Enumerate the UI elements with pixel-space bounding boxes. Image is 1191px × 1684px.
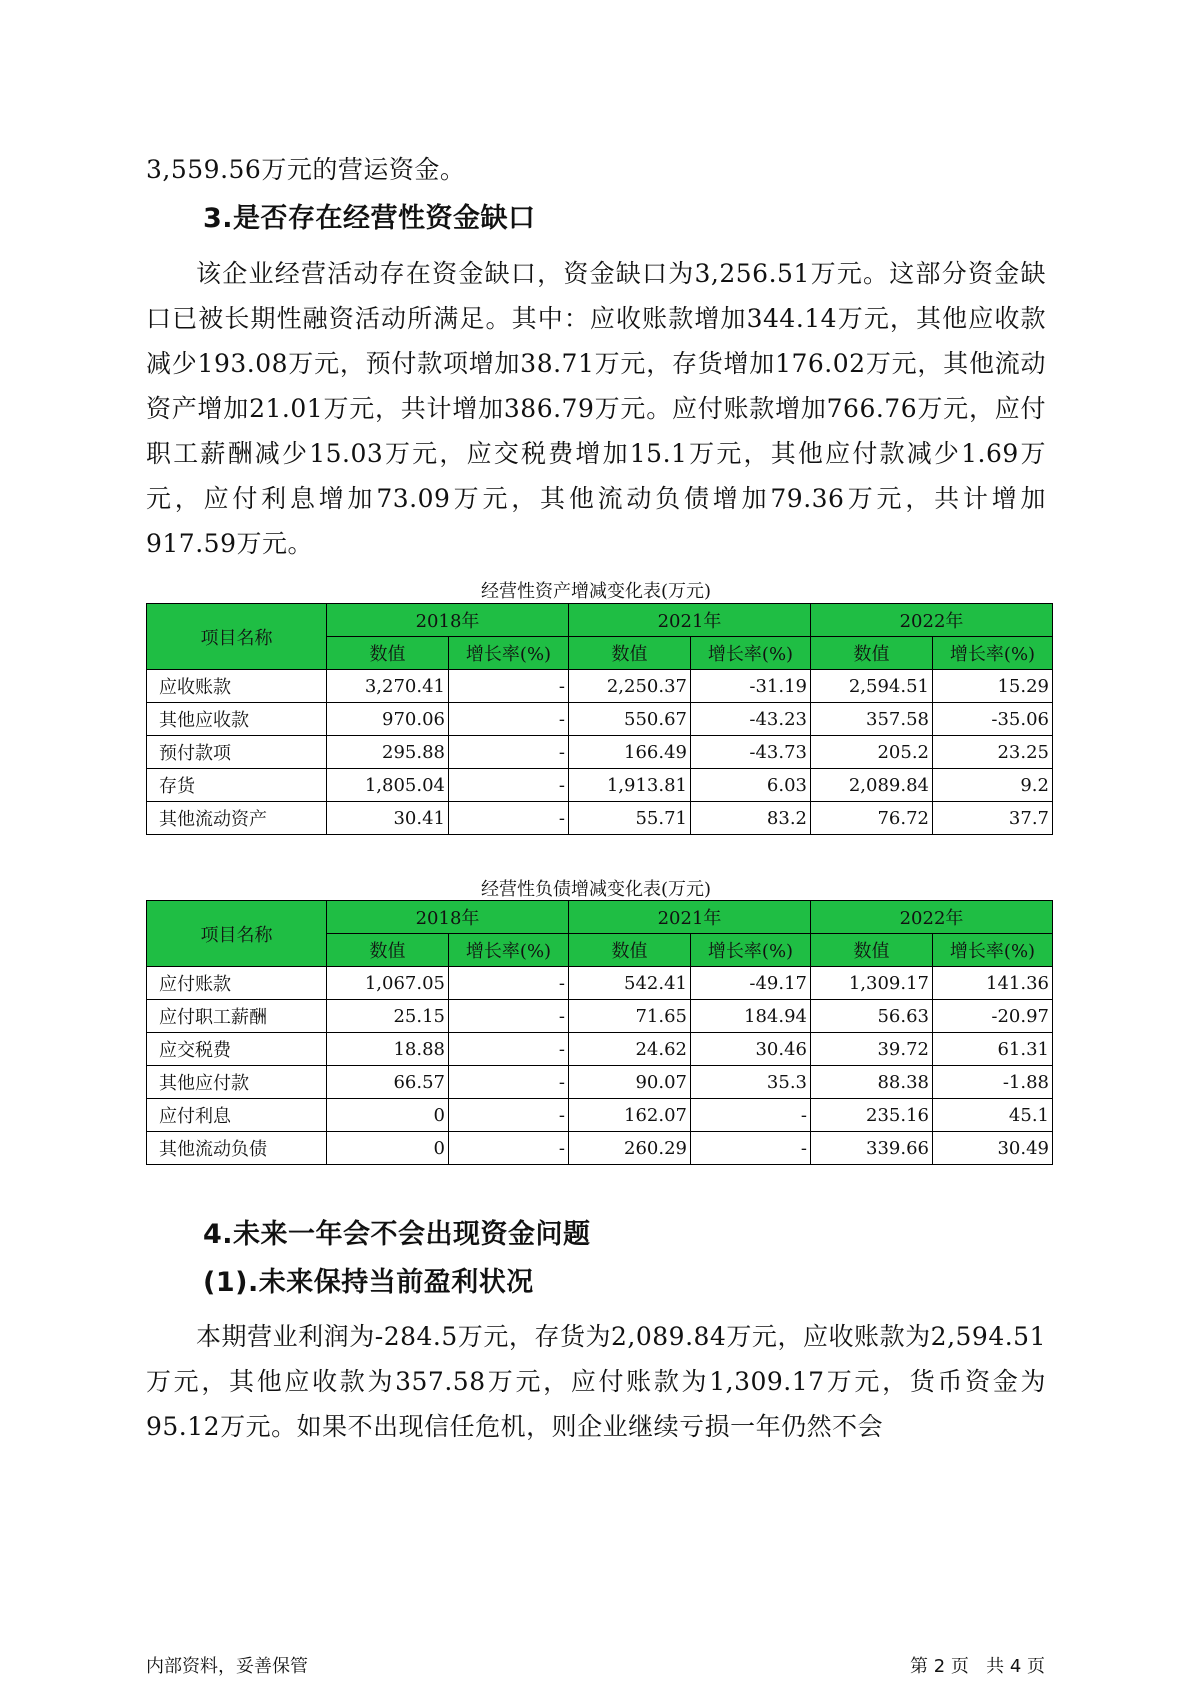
rate-cell: - — [449, 802, 569, 835]
value-cell: 25.15 — [327, 1000, 449, 1033]
value-cell: 162.07 — [569, 1099, 691, 1132]
value-cell: 18.88 — [327, 1033, 449, 1066]
value-subheader: 数值 — [811, 934, 933, 967]
row-name: 其他应收款 — [147, 703, 327, 736]
row-name: 其他流动负债 — [147, 1132, 327, 1165]
rate-subheader: 增长率(%) — [449, 934, 569, 967]
liabilities-table — [146, 900, 1053, 1165]
rate-cell: -49.17 — [691, 967, 811, 1000]
year-header: 2022年 — [811, 604, 1053, 637]
page-number: 第 2 页 共 4 页 — [910, 1656, 1045, 1677]
row-name: 应付职工薪酬 — [147, 1000, 327, 1033]
liabilities-table-caption: 经营性负债增减变化表(万元) — [480, 879, 712, 900]
value-cell: 90.07 — [569, 1066, 691, 1099]
rate-cell: - — [449, 1066, 569, 1099]
rate-cell: 23.25 — [933, 736, 1053, 769]
assets-table-caption: 经营性资产增减变化表(万元) — [480, 581, 712, 602]
table-row — [147, 1066, 1053, 1099]
value-cell: 260.29 — [569, 1132, 691, 1165]
value-cell: 3,270.41 — [327, 670, 449, 703]
assets-table — [146, 603, 1053, 835]
row-name: 应付利息 — [147, 1099, 327, 1132]
value-subheader: 数值 — [811, 637, 933, 670]
table-row — [147, 802, 1053, 835]
section3-heading: 3.是否存在经营性资金缺口 — [203, 203, 536, 234]
table-row — [147, 1132, 1053, 1165]
rate-subheader: 增长率(%) — [449, 637, 569, 670]
section4-paragraph: 本期营业利润为-284.5万元，存货为2,089.84万元，应收账款为2,594.51万元，其他应收款为357.58万元，应付账款为1,309.17万元，货币资金为95.12万元。如果不出现信任危机，则企业继续亏损一年仍然不会 — [146, 1322, 1046, 1441]
table-row — [147, 1000, 1053, 1033]
rate-cell: -20.97 — [933, 1000, 1053, 1033]
value-cell: 2,594.51 — [811, 670, 933, 703]
continued-paragraph — [146, 147, 1046, 192]
row-name: 存货 — [147, 769, 327, 802]
rate-cell: - — [449, 1000, 569, 1033]
value-cell: 0 — [327, 1099, 449, 1132]
value-cell: 970.06 — [327, 703, 449, 736]
rate-cell: 141.36 — [933, 967, 1053, 1000]
rate-cell: 6.03 — [691, 769, 811, 802]
section4-body — [146, 1314, 1046, 1449]
value-cell: 30.41 — [327, 802, 449, 835]
value-subheader: 数值 — [569, 637, 691, 670]
rate-cell: 35.3 — [691, 1066, 811, 1099]
value-cell: 205.2 — [811, 736, 933, 769]
rate-subheader: 增长率(%) — [933, 637, 1053, 670]
value-cell: 1,805.04 — [327, 769, 449, 802]
year-header: 2021年 — [569, 901, 811, 934]
rate-cell: - — [449, 670, 569, 703]
footer-left: 内部资料，妥善保管 — [146, 1656, 308, 1677]
rate-cell: - — [449, 967, 569, 1000]
row-name: 其他应付款 — [147, 1066, 327, 1099]
row-name: 应交税费 — [147, 1033, 327, 1066]
rate-cell: - — [449, 736, 569, 769]
rate-cell: 184.94 — [691, 1000, 811, 1033]
value-cell: 1,309.17 — [811, 967, 933, 1000]
table-row — [147, 670, 1053, 703]
table-row — [147, 736, 1053, 769]
value-cell: 339.66 — [811, 1132, 933, 1165]
value-cell: 166.49 — [569, 736, 691, 769]
value-cell: 1,067.05 — [327, 967, 449, 1000]
value-cell: 71.65 — [569, 1000, 691, 1033]
section4-subheading: (1).未来保持当前盈利状况 — [203, 1267, 534, 1298]
rate-cell: -31.19 — [691, 670, 811, 703]
rate-cell: -43.23 — [691, 703, 811, 736]
value-cell: 66.57 — [327, 1066, 449, 1099]
row-name: 应收账款 — [147, 670, 327, 703]
value-cell: 1,913.81 — [569, 769, 691, 802]
rate-cell: - — [449, 1099, 569, 1132]
rate-cell: 9.2 — [933, 769, 1053, 802]
rate-cell: 15.29 — [933, 670, 1053, 703]
section3-body — [146, 251, 1046, 566]
value-subheader: 数值 — [327, 637, 449, 670]
rate-cell: 45.1 — [933, 1099, 1053, 1132]
value-cell: 76.72 — [811, 802, 933, 835]
rate-cell: -43.73 — [691, 736, 811, 769]
row-name: 其他流动资产 — [147, 802, 327, 835]
row-name: 应付账款 — [147, 967, 327, 1000]
value-cell: 550.67 — [569, 703, 691, 736]
section4-heading: 4.未来一年会不会出现资金问题 — [203, 1219, 591, 1250]
table-row — [147, 967, 1053, 1000]
rate-cell: - — [691, 1132, 811, 1165]
rate-cell: - — [449, 1033, 569, 1066]
value-cell: 235.16 — [811, 1099, 933, 1132]
rate-cell: 30.49 — [933, 1132, 1053, 1165]
rate-cell: 37.7 — [933, 802, 1053, 835]
table-row — [147, 769, 1053, 802]
value-cell: 88.38 — [811, 1066, 933, 1099]
table-row — [147, 703, 1053, 736]
value-cell: 39.72 — [811, 1033, 933, 1066]
value-cell: 357.58 — [811, 703, 933, 736]
rate-cell: 30.46 — [691, 1033, 811, 1066]
value-cell: 24.62 — [569, 1033, 691, 1066]
value-subheader: 数值 — [569, 934, 691, 967]
section3-paragraph: 该企业经营活动存在资金缺口，资金缺口为3,256.51万元。这部分资金缺口已被长期性融资活动所满足。其中：应收账款增加344.14万元，其他应收款减少193.08万元，预付款项增加38.71万元，存货增加176.02万元，其他流动资产增加21.01万元，共计增加386.79万元。应付账款增加766.76万元，应付职工薪酬减少15.03万元，应交税费增加15.1万元，其他应付款减少1.69万元，应付利息增加73.09万元，其他流动负债增加79.36万元，共计增加917.59万元。 — [146, 259, 1046, 558]
rate-subheader: 增长率(%) — [691, 637, 811, 670]
rate-cell: - — [691, 1099, 811, 1132]
row-name: 预付款项 — [147, 736, 327, 769]
rate-subheader: 增长率(%) — [933, 934, 1053, 967]
rate-cell: -35.06 — [933, 703, 1053, 736]
value-cell: 542.41 — [569, 967, 691, 1000]
value-cell: 295.88 — [327, 736, 449, 769]
value-cell: 0 — [327, 1132, 449, 1165]
year-header: 2018年 — [327, 604, 569, 637]
rate-subheader: 增长率(%) — [691, 934, 811, 967]
rate-cell: - — [449, 703, 569, 736]
top-line: 3,559.56万元的营运资金。 — [146, 155, 466, 184]
rate-cell: - — [449, 769, 569, 802]
value-cell: 56.63 — [811, 1000, 933, 1033]
rate-cell: -1.88 — [933, 1066, 1053, 1099]
year-header: 2021年 — [569, 604, 811, 637]
name-header: 项目名称 — [147, 604, 327, 670]
rate-cell: 61.31 — [933, 1033, 1053, 1066]
value-cell: 2,089.84 — [811, 769, 933, 802]
value-cell: 55.71 — [569, 802, 691, 835]
table-row — [147, 1033, 1053, 1066]
rate-cell: 83.2 — [691, 802, 811, 835]
name-header: 项目名称 — [147, 901, 327, 967]
value-subheader: 数值 — [327, 934, 449, 967]
value-cell: 2,250.37 — [569, 670, 691, 703]
year-header: 2018年 — [327, 901, 569, 934]
rate-cell: - — [449, 1132, 569, 1165]
table-row — [147, 1099, 1053, 1132]
year-header: 2022年 — [811, 901, 1053, 934]
